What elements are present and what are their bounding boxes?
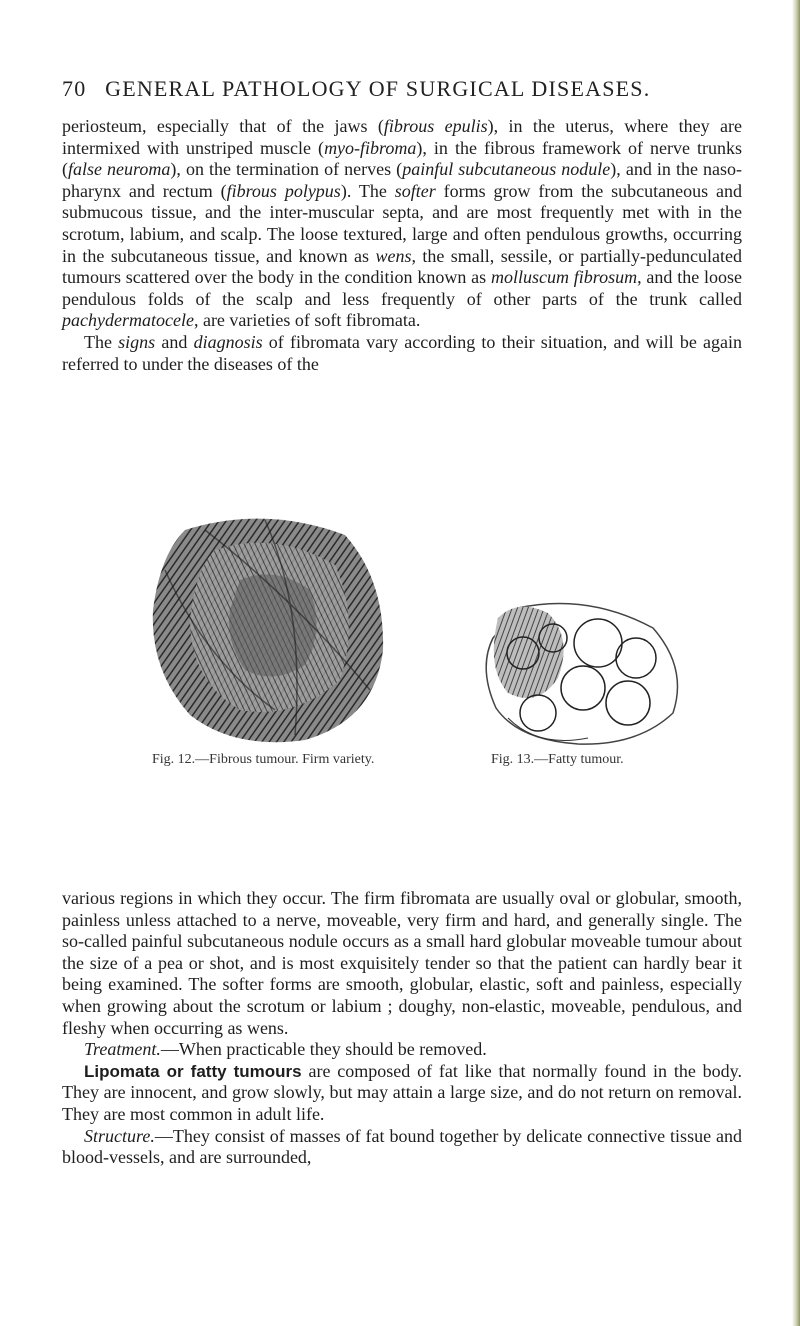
running-header bbox=[62, 76, 742, 102]
running-title: GENERAL PATHOLOGY OF SURGICAL DISEASES. bbox=[105, 76, 651, 101]
lipomata-heading: Lipomata or fatty tumours bbox=[84, 1061, 302, 1081]
structure-label: Structure. bbox=[84, 1125, 155, 1146]
text-block-top bbox=[62, 116, 742, 375]
paragraph-structure: Structure.—They consist of masses of fat bound together by delicate connective tissue and blood-vessels, and are surrounded, bbox=[62, 1125, 742, 1168]
page-edge bbox=[792, 0, 800, 1326]
treatment-label: Treatment. bbox=[84, 1039, 161, 1060]
paragraph-lipomata: Lipomata or fatty tumours are composed of fat like that normally found in the body. They are innocent, and grow slowly, but may attain a large size, and do not return on removal. They are most common in adult life. bbox=[62, 1060, 742, 1124]
figure-12-caption: Fig. 12.—Fibrous tumour. Firm variety. bbox=[152, 752, 375, 767]
text-block-bottom bbox=[62, 888, 742, 1169]
paragraph-signs-diagnosis: The signs and diagnosis of fibromata vary according to their situation, and will be again referred to under the diseases of the bbox=[62, 331, 742, 374]
fibrous-tumour-illustration bbox=[145, 510, 392, 747]
paragraph-fibromata-sites: periosteum, especially that of the jaws (fibrous epulis), in the uterus, where they are intermixed with unstriped muscle (myo-fibroma), in the fibrous framework of nerve trunks (false neuroma), on the termination of nerves (painful subcutaneous nodule), and in the naso-pharynx and rectum (fibrous polypus). The softer forms grow from the subcutaneous and submucous tissue, and the inter-muscular septa, and are most frequently met with in the scrotum, labium, and scalp. The loose textured, large and often pendulous growths, occurring in the subcutaneous tissue, and known as wens, the small, sessile, or partially-pedunculated tumours scattered over the body in the condition known as molluscum fibrosum, and the loose pendulous folds of the scalp and less frequently of other parts of the trunk called pachydermatocele, are varieties of soft fibromata. bbox=[62, 116, 743, 331]
figure-13-caption: Fig. 13.—Fatty tumour. bbox=[491, 752, 624, 767]
paragraph-treatment: Treatment.—When practicable they should be removed. bbox=[84, 1039, 487, 1060]
paragraph-varieties: various regions in which they occur. The firm fibromata are usually oval or globular, smooth, painless unless attached to a nerve, moveable, very firm and hard, and generally single. The so-called painful subcutaneous nodule occurs as a small hard globular moveable tumour about the size of a pea or shot, and is most exquisitely tender so that the patient can hardly bear it being examined. The softer forms are smooth, globular, elastic, soft and painless, especially when growing about the scrotum or labium ; doughy, non-elastic, moveable, pendulous, and fleshy when occurring as wens. bbox=[62, 888, 742, 1038]
fatty-tumour-illustration bbox=[478, 598, 689, 748]
page-number: 70 bbox=[62, 76, 87, 101]
